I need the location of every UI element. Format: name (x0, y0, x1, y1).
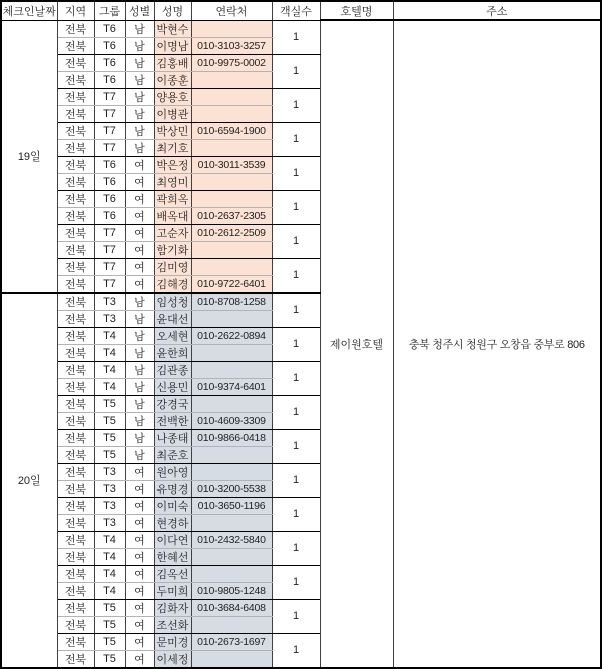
cell-region: 전북 (57, 275, 94, 293)
cell-region: 전북 (57, 582, 94, 599)
cell-phone: 010-2622-0894 (191, 327, 272, 344)
cell-group: T5 (94, 395, 125, 412)
cell-name: 이다연 (154, 531, 191, 548)
cell-group: T5 (94, 616, 125, 633)
column-header-checkin-date: 체크인날짜 (1, 1, 57, 20)
cell-phone: 010-2673-1697 (191, 633, 272, 650)
cell-gender: 여 (125, 497, 154, 514)
cell-gender: 남 (125, 429, 154, 446)
column-header-room-count: 객실수 (272, 1, 320, 20)
cell-phone: 010-3103-3257 (191, 37, 272, 54)
cell-region: 전북 (57, 446, 94, 463)
cell-group: T3 (94, 480, 125, 497)
cell-group: T5 (94, 650, 125, 668)
cell-region: 전북 (57, 54, 94, 71)
column-header-region: 지역 (57, 1, 94, 20)
cell-group: T7 (94, 88, 125, 105)
cell-group: T4 (94, 327, 125, 344)
cell-phone (191, 310, 272, 327)
cell-name: 전백한 (154, 412, 191, 429)
cell-gender: 남 (125, 327, 154, 344)
cell-room-count: 1 (272, 565, 320, 599)
cell-region: 전북 (57, 327, 94, 344)
cell-room-count: 1 (272, 497, 320, 531)
cell-gender: 여 (125, 633, 154, 650)
cell-group: T7 (94, 224, 125, 241)
cell-group: T4 (94, 565, 125, 582)
cell-room-count: 1 (272, 327, 320, 361)
cell-room-count: 1 (272, 88, 320, 122)
cell-phone: 010-2637-2305 (191, 207, 272, 224)
cell-name: 원아영 (154, 463, 191, 480)
cell-gender: 남 (125, 88, 154, 105)
cell-phone (191, 548, 272, 565)
cell-name: 박상민 (154, 122, 191, 139)
cell-region: 전북 (57, 650, 94, 668)
hotel-name-cell: 제이원호텔 (320, 20, 393, 668)
cell-name: 박은정 (154, 156, 191, 173)
cell-region: 전북 (57, 616, 94, 633)
cell-region: 전북 (57, 565, 94, 582)
cell-group: T5 (94, 429, 125, 446)
cell-name: 김해경 (154, 275, 191, 293)
cell-region: 전북 (57, 480, 94, 497)
cell-group: T7 (94, 275, 125, 293)
cell-group: T3 (94, 514, 125, 531)
cell-name: 김홍배 (154, 54, 191, 71)
cell-room-count: 1 (272, 633, 320, 668)
checkin-date-cell: 20일 (1, 293, 57, 668)
cell-name: 윤한희 (154, 344, 191, 361)
cell-gender: 여 (125, 258, 154, 275)
cell-gender: 여 (125, 156, 154, 173)
cell-name: 양용호 (154, 88, 191, 105)
cell-name: 조선화 (154, 616, 191, 633)
address-cell: 충북 청주시 청원구 오창읍 중부로 806 (393, 20, 601, 668)
cell-room-count: 1 (272, 395, 320, 429)
cell-group: T4 (94, 531, 125, 548)
cell-name: 현경하 (154, 514, 191, 531)
cell-phone: 010-3684-6408 (191, 599, 272, 616)
cell-phone: 010-9866-0418 (191, 429, 272, 446)
cell-phone (191, 20, 272, 37)
cell-group: T6 (94, 71, 125, 88)
cell-region: 전북 (57, 344, 94, 361)
column-header-gender: 성별 (125, 1, 154, 20)
cell-name: 김관종 (154, 361, 191, 378)
cell-phone: 010-9722-6401 (191, 275, 272, 293)
cell-room-count: 1 (272, 463, 320, 497)
cell-region: 전북 (57, 207, 94, 224)
cell-gender: 남 (125, 20, 154, 37)
cell-group: T3 (94, 463, 125, 480)
cell-phone: 010-8708-1258 (191, 293, 272, 311)
cell-phone (191, 71, 272, 88)
cell-name: 임성청 (154, 293, 191, 311)
cell-group: T6 (94, 173, 125, 190)
cell-name: 김화자 (154, 599, 191, 616)
cell-region: 전북 (57, 258, 94, 275)
cell-gender: 여 (125, 207, 154, 224)
cell-phone: 010-9975-0002 (191, 54, 272, 71)
cell-region: 전북 (57, 429, 94, 446)
cell-gender: 여 (125, 241, 154, 258)
cell-region: 전북 (57, 37, 94, 54)
cell-name: 문미경 (154, 633, 191, 650)
cell-region: 전북 (57, 241, 94, 258)
cell-name: 곽희옥 (154, 190, 191, 207)
cell-phone (191, 105, 272, 122)
cell-phone: 010-6594-1900 (191, 122, 272, 139)
cell-gender: 남 (125, 378, 154, 395)
cell-name: 신용민 (154, 378, 191, 395)
cell-gender: 남 (125, 361, 154, 378)
cell-gender: 남 (125, 105, 154, 122)
cell-group: T7 (94, 139, 125, 156)
cell-gender: 여 (125, 480, 154, 497)
cell-name: 최준호 (154, 446, 191, 463)
column-header-address: 주소 (393, 1, 601, 20)
cell-region: 전북 (57, 122, 94, 139)
cell-phone (191, 241, 272, 258)
cell-region: 전북 (57, 293, 94, 311)
cell-region: 전북 (57, 361, 94, 378)
cell-phone (191, 565, 272, 582)
cell-name: 김옥선 (154, 565, 191, 582)
cell-region: 전북 (57, 310, 94, 327)
cell-region: 전북 (57, 599, 94, 616)
cell-phone: 010-2432-5840 (191, 531, 272, 548)
cell-phone (191, 446, 272, 463)
cell-room-count: 1 (272, 293, 320, 328)
cell-region: 전북 (57, 378, 94, 395)
cell-name: 두미희 (154, 582, 191, 599)
cell-phone (191, 258, 272, 275)
cell-room-count: 1 (272, 361, 320, 395)
cell-group: T6 (94, 190, 125, 207)
cell-phone (191, 395, 272, 412)
cell-gender: 남 (125, 310, 154, 327)
cell-gender: 여 (125, 190, 154, 207)
cell-name: 최영미 (154, 173, 191, 190)
cell-group: T5 (94, 599, 125, 616)
cell-region: 전북 (57, 173, 94, 190)
cell-room-count: 1 (272, 156, 320, 190)
cell-gender: 여 (125, 599, 154, 616)
cell-gender: 남 (125, 54, 154, 71)
cell-room-count: 1 (272, 20, 320, 54)
column-header-group: 그룹 (94, 1, 125, 20)
cell-phone (191, 361, 272, 378)
cell-phone: 010-3650-1196 (191, 497, 272, 514)
cell-name: 이미숙 (154, 497, 191, 514)
cell-group: T4 (94, 344, 125, 361)
cell-group: T3 (94, 293, 125, 311)
column-header-phone: 연락처 (191, 1, 272, 20)
cell-phone (191, 463, 272, 480)
cell-region: 전북 (57, 224, 94, 241)
cell-region: 전북 (57, 156, 94, 173)
cell-region: 전북 (57, 395, 94, 412)
cell-phone: 010-3200-5538 (191, 480, 272, 497)
cell-gender: 남 (125, 293, 154, 311)
cell-region: 전북 (57, 190, 94, 207)
cell-group: T6 (94, 54, 125, 71)
cell-room-count: 1 (272, 224, 320, 258)
cell-gender: 여 (125, 582, 154, 599)
cell-phone: 010-9374-6401 (191, 378, 272, 395)
cell-phone (191, 344, 272, 361)
cell-region: 전북 (57, 463, 94, 480)
cell-gender: 여 (125, 463, 154, 480)
cell-phone (191, 88, 272, 105)
checkin-date-cell: 19일 (1, 20, 57, 293)
cell-name: 이병관 (154, 105, 191, 122)
cell-name: 김미영 (154, 258, 191, 275)
cell-region: 전북 (57, 71, 94, 88)
cell-gender: 남 (125, 412, 154, 429)
cell-phone (191, 650, 272, 668)
cell-gender: 여 (125, 224, 154, 241)
cell-room-count: 1 (272, 429, 320, 463)
cell-region: 전북 (57, 88, 94, 105)
cell-group: T6 (94, 37, 125, 54)
cell-name: 이세정 (154, 650, 191, 668)
cell-room-count: 1 (272, 599, 320, 633)
cell-gender: 남 (125, 139, 154, 156)
cell-group: T5 (94, 633, 125, 650)
cell-region: 전북 (57, 139, 94, 156)
table-row (1, 20, 601, 37)
cell-name: 이명남 (154, 37, 191, 54)
cell-phone (191, 139, 272, 156)
header-row (1, 1, 601, 20)
cell-gender: 여 (125, 275, 154, 293)
cell-name: 최기호 (154, 139, 191, 156)
cell-group: T6 (94, 20, 125, 37)
cell-region: 전북 (57, 20, 94, 37)
cell-group: T5 (94, 412, 125, 429)
cell-region: 전북 (57, 514, 94, 531)
cell-group: T4 (94, 548, 125, 565)
cell-room-count: 1 (272, 54, 320, 88)
cell-region: 전북 (57, 633, 94, 650)
cell-group: T7 (94, 105, 125, 122)
cell-region: 전북 (57, 412, 94, 429)
cell-group: T3 (94, 310, 125, 327)
cell-gender: 여 (125, 565, 154, 582)
cell-name: 고순자 (154, 224, 191, 241)
cell-gender: 남 (125, 446, 154, 463)
cell-room-count: 1 (272, 122, 320, 156)
cell-phone: 010-2612-2509 (191, 224, 272, 241)
cell-phone (191, 514, 272, 531)
column-header-name: 성명 (154, 1, 191, 20)
cell-room-count: 1 (272, 258, 320, 293)
cell-region: 전북 (57, 531, 94, 548)
cell-name: 박현수 (154, 20, 191, 37)
cell-phone: 010-3011-3539 (191, 156, 272, 173)
cell-name: 강경국 (154, 395, 191, 412)
cell-gender: 여 (125, 650, 154, 668)
cell-gender: 남 (125, 122, 154, 139)
cell-name: 이종훈 (154, 71, 191, 88)
cell-name: 유명경 (154, 480, 191, 497)
cell-gender: 여 (125, 514, 154, 531)
cell-group: T7 (94, 258, 125, 275)
cell-gender: 여 (125, 173, 154, 190)
cell-region: 전북 (57, 497, 94, 514)
cell-gender: 남 (125, 344, 154, 361)
cell-gender: 여 (125, 531, 154, 548)
cell-phone: 010-9805-1248 (191, 582, 272, 599)
cell-group: T6 (94, 156, 125, 173)
cell-gender: 여 (125, 616, 154, 633)
cell-name: 배옥대 (154, 207, 191, 224)
cell-gender: 여 (125, 548, 154, 565)
cell-group: T6 (94, 207, 125, 224)
cell-name: 오세현 (154, 327, 191, 344)
cell-phone (191, 190, 272, 207)
cell-region: 전북 (57, 548, 94, 565)
cell-name: 윤대선 (154, 310, 191, 327)
cell-gender: 남 (125, 37, 154, 54)
cell-name: 한혜선 (154, 548, 191, 565)
cell-group: T4 (94, 361, 125, 378)
column-header-hotel-name: 호텔명 (320, 1, 393, 20)
cell-phone (191, 616, 272, 633)
cell-group: T5 (94, 446, 125, 463)
cell-phone: 010-4609-3309 (191, 412, 272, 429)
cell-group: T7 (94, 122, 125, 139)
cell-region: 전북 (57, 105, 94, 122)
cell-room-count: 1 (272, 190, 320, 224)
cell-name: 나종태 (154, 429, 191, 446)
cell-group: T4 (94, 582, 125, 599)
guest-table-body (1, 20, 601, 668)
cell-group: T3 (94, 497, 125, 514)
cell-gender: 남 (125, 395, 154, 412)
cell-group: T4 (94, 378, 125, 395)
cell-room-count: 1 (272, 531, 320, 565)
cell-gender: 남 (125, 71, 154, 88)
cell-group: T7 (94, 241, 125, 258)
cell-name: 함기화 (154, 241, 191, 258)
cell-phone (191, 173, 272, 190)
